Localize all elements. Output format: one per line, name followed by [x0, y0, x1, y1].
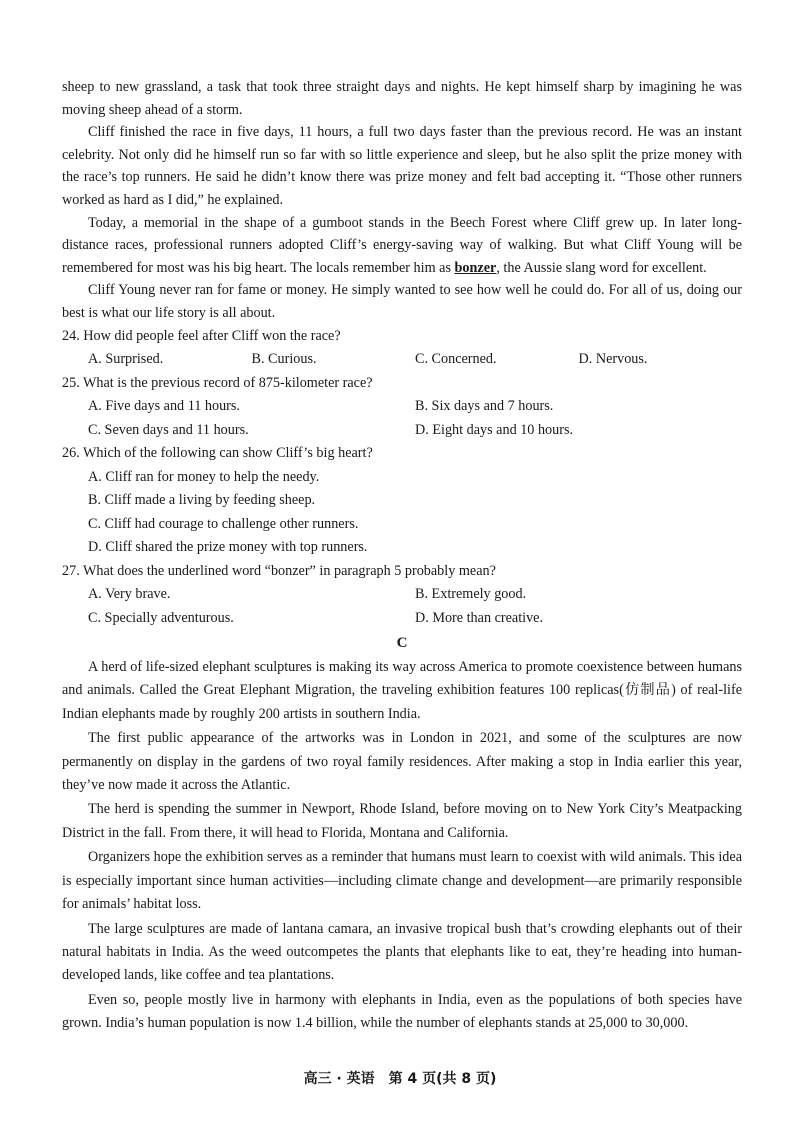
passage-c: [62, 656, 742, 1036]
q25-option-b: B. Six days and 7 hours.: [415, 398, 554, 415]
section-c-title: C: [396, 635, 408, 652]
passage-c-paragraph-6: Even so, people mostly live in harmony with elephants in India, even as the populations of both species have grown. India’s human population is now 1.4 billion, while the number of elephants stands at 25,000 to 30,000.: [62, 991, 742, 1032]
q27-option-b: B. Extremely good.: [415, 586, 527, 603]
passage-c-paragraph-5: The large sculptures are made of lantana camara, an invasive tropical bush that’s crowding elephants out of their natural habitats in India. As the weed outcompetes the plants that elephants like to eat, they’re heading into human-developed lands, like coffee and tea plantations.: [62, 920, 742, 984]
passage-c-paragraph-1: A herd of life-sized elephant sculptures is making its way across America to promote coexistence between humans and animals. Called the Great Elephant Migration, the traveling exhibition features 100 replicas(仿制品) of real-life Indian elephants made by roughly 200 artists in southern India.: [62, 659, 742, 722]
q27-option-a: A. Very brave.: [88, 586, 171, 603]
question-26-stem: 26. Which of the following can show Cliff’s big heart?: [62, 445, 373, 462]
passage-b-paragraph-2: Cliff finished the race in five days, 11 hours, a full two days faster than the previous record. He was an instant celebrity. Not only did he himself run so far with so little experience and sleep, but he also split the prize money with the race’s top runners. He said he didn’t know there was prize money and felt bad accepting it. “Those other runners worked as hard as I did,” he explained.: [62, 124, 742, 208]
q24-option-c: C. Concerned.: [415, 351, 497, 368]
q26-option-a-row: [88, 466, 742, 490]
exam-page: [62, 76, 742, 1037]
q26-option-b-row: [88, 489, 742, 513]
question-25-options-row-1: [88, 395, 742, 419]
passage-b-paragraph-continued: sheep to new grassland, a task that took three straight days and nights. He kept himself sharp by imagining he was moving sheep ahead of a storm.: [62, 79, 742, 118]
question-24-stem: 24. How did people feel after Cliff won the race?: [62, 327, 341, 344]
passage-c-paragraph-3: The herd is spending the summer in Newport, Rhode Island, before moving on to New York City’s Meatpacking District in the fall. From there, it will head to Florida, Montana and California.: [62, 801, 742, 841]
p3-text-a: Today, a memorial in the shape of a gumboot stands in the Beech Forest where Cliff grew up. In later long-distance races, professional runners adopted Cliff’s energy-saving way of walking. But what Cliff Young will be remembered for most was his big heart. The locals remember him as: [62, 214, 742, 276]
q25-option-c: C. Seven days and 11 hours.: [88, 421, 249, 438]
question-27-stem: 27. What does the underlined word “bonzer” in paragraph 5 probably mean?: [62, 562, 496, 579]
q26-option-d: D. Cliff shared the prize money with top runners.: [88, 539, 368, 556]
passage-b-paragraph-3: [62, 212, 742, 280]
page-footer: 高三 · 英语 第 4 页(共 8 页): [303, 1071, 497, 1087]
q24-option-a: A. Surprised.: [88, 351, 164, 368]
q26-option-c: C. Cliff had courage to challenge other runners.: [88, 515, 359, 532]
question-25-options-row-2: [88, 419, 742, 443]
question-25-stem: 25. What is the previous record of 875-kilometer race?: [62, 374, 373, 391]
q24-option-d: D. Nervous.: [578, 351, 648, 368]
p3-text-b: , the Aussie slang word for excellent.: [496, 259, 707, 276]
q26-option-d-row: [88, 536, 742, 560]
q27-option-d: D. More than creative.: [415, 609, 544, 626]
q26-option-c-row: [88, 513, 742, 537]
q26-option-a: A. Cliff ran for money to help the needy.: [88, 468, 320, 485]
q24-option-b: B. Curious.: [251, 351, 317, 368]
question-24-options: [88, 348, 742, 372]
q26-option-b: B. Cliff made a living by feeding sheep.: [88, 492, 316, 509]
passage-b-paragraph-4: Cliff Young never ran for fame or money. He simply wanted to see how well he could do. For all of us, doing our best is what our life story is all about.: [62, 282, 742, 321]
underlined-word-bonzer: bonzer: [454, 259, 497, 276]
q25-option-d: D. Eight days and 10 hours.: [415, 421, 574, 438]
q25-option-a: A. Five days and 11 hours.: [88, 398, 240, 415]
passage-c-paragraph-4: Organizers hope the exhibition serves as a reminder that humans must learn to coexist with wild animals. This idea is especially important since human activities—including climate change and development—are primarily responsible for animals’ habitat loss.: [62, 849, 742, 913]
question-27-options-row-1: [88, 583, 742, 607]
passage-c-paragraph-2: The first public appearance of the artworks was in London in 2021, and some of the sculptures are now permanently on display in the gardens of two royal family residences. After making a stop in India earlier this year, they’ve now made it across the Atlantic.: [62, 730, 742, 794]
question-27-options-row-2: [88, 607, 742, 631]
q27-option-c: C. Specially adventurous.: [88, 609, 234, 626]
